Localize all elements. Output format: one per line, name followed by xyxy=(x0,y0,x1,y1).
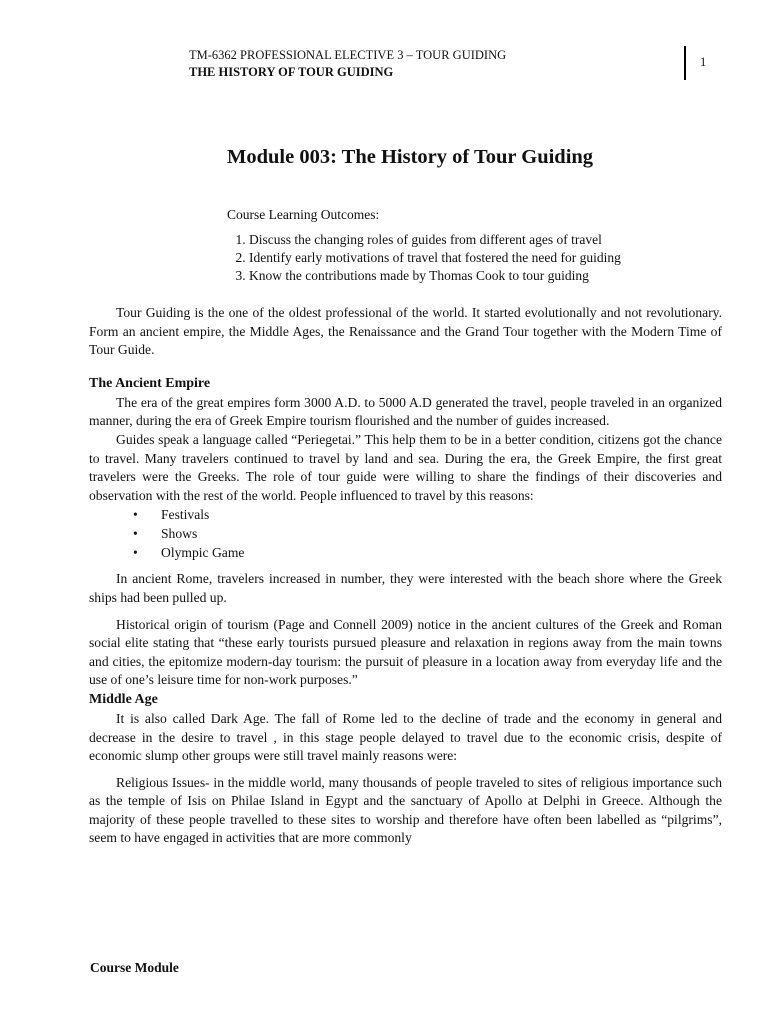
outcome-item: 2. Identify early motivations of travel that fostered the need for guiding xyxy=(249,249,707,267)
intro-paragraph: Tour Guiding is the one of the oldest professional of the world. It started evolutionally and not revolutionary. Form an ancient empire, the Middle Ages, the Renaissance and the Grand Tour together with the Modern Time of Tour Guide. xyxy=(89,305,722,358)
course-code-line: TM-6362 PROFESSIONAL ELECTIVE 3 – TOUR GUIDING xyxy=(189,48,507,62)
ancient-paragraph: In ancient Rome, travelers increased in number, they were interested with the beach shore where the Greek ships had been pulled up. xyxy=(89,571,722,605)
header-divider xyxy=(684,46,686,80)
outcomes-heading: Course Learning Outcomes: xyxy=(227,207,380,222)
ancient-paragraph: Guides speak a language called “Periegetai.” This help them to be in a better condition, citizens got the chance to travel. Many travelers continued to travel by land and sea. During the era, the Greek Empire, the first great travelers were the Greeks. The role of tour guide were willing to share the findings of their discoveries and observation with the rest of the world. People influenced to travel by this reasons: xyxy=(89,431,722,503)
middle-age-paragraph: It is also called Dark Age. The fall of Rome led to the decline of trade and the economy in general and decrease in the desire to travel , in this stage people delayed to travel due to the economic crisis, despite of economic slump other groups were still travel mainly reasons were: xyxy=(89,710,722,764)
section-heading-ancient-empire: The Ancient Empire xyxy=(89,375,211,391)
page-footer: Course Module xyxy=(90,960,179,975)
header-topic-line: THE HISTORY OF TOUR GUIDING xyxy=(189,65,394,79)
learning-outcomes xyxy=(227,207,707,285)
middle-age-paragraph: Religious Issues- in the middle world, many thousands of people traveled to sites of religious importance such as the temple of Isis on Philae Island in Egypt and the sanctuary of Apollo at Delphi in Greece. Although the majority of these people travelled to these sites to worship and therefore have often been labelled as “pilgrims”, seem to have engaged in activities that are more commonly xyxy=(89,774,722,846)
page-number: 1 xyxy=(700,55,707,69)
page-header xyxy=(189,47,506,81)
travel-reasons-list xyxy=(89,505,722,562)
section-heading-middle-age: Middle Age xyxy=(89,691,158,707)
outcomes-list xyxy=(227,231,707,285)
ancient-paragraph: Historical origin of tourism (Page and Connell 2009) notice in the ancient cultures of the Greek and Roman social elite stating that “these early tourists pursued pleasure and relaxation in regions away from the main towns and cities, the epitomize modern-day tourism: the pursuit of pleasure in a location away from everyday life and the use of one’s leisure time for non-work purposes.” xyxy=(89,616,722,688)
list-item: • Olympic Game xyxy=(161,543,722,562)
ancient-paragraph: The era of the great empires form 3000 A.D. to 5000 A.D generated the travel, people traveled in an organized manner, during the era of Greek Empire tourism flourished and the number of guides increased. xyxy=(89,394,722,429)
module-title: Module 003: The History of Tour Guiding xyxy=(227,146,594,168)
list-item: • Shows xyxy=(161,524,722,543)
list-item: • Festivals xyxy=(161,505,722,524)
module-body xyxy=(89,304,722,848)
outcome-item: 1. Discuss the changing roles of guides from different ages of travel xyxy=(249,231,707,249)
outcome-item: 3. Know the contributions made by Thomas Cook to tour guiding xyxy=(249,267,707,285)
